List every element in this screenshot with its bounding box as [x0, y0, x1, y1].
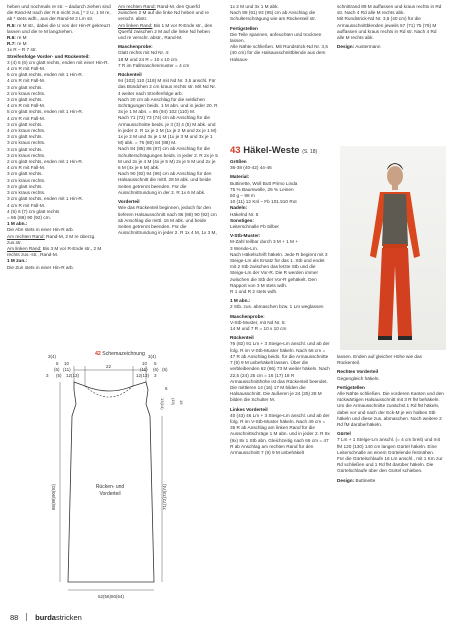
section-heading: Größen — [230, 159, 247, 164]
section-heading: Fertigstellen — [230, 25, 258, 31]
section-heading: 1 M zun.: — [7, 258, 28, 264]
piece-label: Rücken- und — [95, 484, 125, 490]
dim-label: 5 — [56, 361, 59, 366]
column-3-bottom — [230, 159, 330, 456]
section-heading: Rechtes Vorderteil — [337, 369, 379, 375]
dim-label: (15) — [171, 398, 176, 406]
section-heading: Streifenfolge Vorder- und Rückenteil: — [7, 53, 90, 59]
dim-label: 3 — [154, 373, 157, 378]
dim-label: (5) — [162, 367, 168, 372]
column-2 — [118, 4, 218, 236]
section-heading: Material: — [230, 174, 250, 180]
text-block: Leiterschnalle Fb Silber — [230, 224, 279, 230]
text-block: 3 (4) 5 (6) cm glatt rechts, enden mit einer Hin-R. 4 cm R mit Fall-M. 5 cm glatt rechts, enden mit 1 Hin-R. 4 cm R mit Fall-M. 3 cm glatt rechts. 2 cm kraus rechts. 3 cm glatt rechts. 4 cm R mit Fall-M. 5 cm glatt rechts, enden mit 1 Hin-R. 4 cm R mit Fall-M. 3 cm glatt rechts. 4 cm kraus rechts. 3 cm glatt rechts. 3 cm kraus rechts. 3 cm glatt rechts. 3 cm kraus rechts. 2 cm glatt rechts, enden mit 1 Hin-R. 4 cm R mit Fall-M. 3 cm glatt rechts. 3 cm kraus rechts. 3 cm glatt rechts. 3 cm kraus rechts. 3 cm glatt rechts, enden mit 1 Hin-R. 4 cm R mit Fall-M. 4 (5) 6 (7) cm glatt rechts = 86 (88) 90 (92) cm. — [7, 59, 109, 220]
subheading: Am linken Rand: — [118, 22, 153, 28]
row-label: R.6: — [7, 35, 16, 41]
text-block: Die Teile spannen, anfeuchten und trocknen lassen. Alle Nähte schließen. Mit Rundstrick-Nd Nr. 3,5 (40 cm) für die Halsausschnittblende aus dem Halsaus- — [230, 31, 328, 62]
schematic-number: 42 — [95, 351, 101, 357]
subheading: Am rechten Rand: — [7, 233, 45, 239]
section-heading: Sonstiges: — [230, 217, 254, 223]
dim-label: 3(4) — [48, 354, 57, 359]
text-block: Bis 3 M vor R-Ende str., 2 M rechts zus.-str., Rand-M. — [7, 245, 102, 258]
pattern-name: Häkel-Weste — [243, 145, 300, 156]
schematic-title — [95, 351, 145, 357]
text-block: re M str., dabei die U von der Hin-R gekreuzt lassen und die re M langziehen. — [7, 22, 110, 34]
model-photo-illustration — [340, 146, 446, 350]
dim-label: (5) — [56, 373, 62, 378]
text-block: M-Zahl teilbar durch 3 M + 1 M + 3 Wende-Lm. Nach Häkelschrift häkeln. Jede R beginnt mit 3 Steige-Lm als Ersatz für das 1. Stb und endet mit 2 Stb zwischen das letzte Stb und die Steige-Lm der Vor-R. Die R werden immer zwischen die Stb der Vor-R gehäkelt. Den Rapport von 3 M stets wdh. R 1 und R 2 stets wdh. — [230, 239, 328, 295]
text-block: 40 (43) 46 Lm + 3 Steige-Lm anschl. und ab der folg. R im V-Stb-Muster häkeln. Nach 49 cm = 35 R ab Anschlag am linken Rand für die Ausschnittschräge 1 M abn. und in jeder 2. R 8x (9x) 8x 1 Stb abn. Gleichzeitig nach 66 cm = 47 R ab Anschlag am rechten Rand für den Armausschnitt 7 (9) 9 M unbehäkelt — [230, 412, 330, 455]
text-block: V-Stb-Muster, mit Nd Nr. 5: 14 M und 7 R = 10 x 10 cm — [230, 319, 287, 332]
dim-label-bottom: 52(56)60(64) — [97, 594, 125, 599]
dim-label-left: 86(88)90(92) — [51, 483, 56, 510]
design-label: Design: — [337, 477, 355, 483]
text-block: Wie das Rückenteil beginnen, jedoch für den tieferen Halsausschnitt nach 86 (88) 90 (92) cm ab Anschlag die mittl. 16 M abk. und beide Seiten getrennt beenden. Für die Ausschnittrundung in jeder 2. R 1x 4 M, 1x 3 M, — [118, 205, 217, 236]
dim-label: 12(13) — [66, 373, 80, 378]
schematic-label: Schemazeichnung — [102, 351, 145, 357]
model-photo — [340, 146, 446, 350]
dim-label: 3 — [46, 373, 49, 378]
dim-label-right: 71(72)73(74) — [162, 483, 167, 510]
text-block: Rand-M, 2 M re überzg. zus.str. — [7, 233, 96, 245]
subheading: Am rechten Rand: — [118, 4, 156, 9]
brand-sub: stricken — [55, 613, 82, 622]
row-label: R.7: — [7, 41, 16, 47]
subheading: Am linken Rand: — [7, 245, 42, 251]
section-heading: Rückenteil — [230, 335, 254, 341]
design-label: Design: — [337, 44, 355, 50]
footer-divider — [26, 613, 27, 621]
column-4-top — [337, 4, 445, 50]
pattern-page-ref: (S. 18) — [302, 149, 318, 155]
text-block: Bis 1 M vor R-Ende str., den Querfd zwischen 2 M auf die linke Nd heben und re verschr. abstr., Rand-M. — [118, 22, 213, 41]
text-block: re M — [15, 35, 27, 41]
text-block: 1x R – R 7 str. — [7, 47, 37, 53]
text-block: Die Zun stets in einer Hin-R arb. — [7, 264, 74, 270]
dim-label: 16 — [179, 400, 184, 405]
text-block: heben und nochmals re str. – dadurch ziehen sind die Rand-M nach der R.6 nicht zus.] * 2 U, 1 M re, ab * stets wdh., aus der Rand-M 2 Lm str. — [7, 4, 111, 22]
piece-label: Vorderteil — [99, 491, 121, 497]
text-block: 76 (82) 91 Lm + 3 Steige-Lm anschl. und ab der folg. R im V-Stb-Muster häkeln. Nach 66 cm = 47 R ab Anschlag beids. für die Armausschnitte 7 (9) 9 M unbehäkelt lassen. Über die verbleibenden 62 (66) 73 M weiter häkeln. Nach 22,5 (24) 25 cm = 16 (17) 18 R Armausschnitthöhe ist das Rückenteil beendet. Die mittleren 14 (16) 17 M bilden die Halsausschnitt. Die äußeren je 24 (25) 28 M bilden die Schulter M. — [230, 341, 330, 403]
section-heading: Vorderteil — [118, 199, 140, 205]
text-block: Alle Nähte schließen. Die vorderen Kanten und den rückwärtigen Halsausschnitt mit 3 R fM behäkeln. Um die Armausschnitte zunächst 1 Rd fM häkeln, dabei vor und nach der Eck-M je ein halbes Stb häkeln und diese zus. abmaschen. Noch weitere 2 Rd fM darüberhäkeln. — [337, 391, 444, 428]
design-credit: Austermann — [354, 44, 381, 50]
dim-label-center: 22 — [106, 364, 112, 369]
section-heading: Fertigstellen — [337, 384, 365, 390]
text-block: 7 Lm + 1 Steige-Lm anschl. (= 4 cm breit) und mit fM 120 (130) 140 cm langen Gürtel häkeln. Eine Leiterschnalle an einem Gürtelende festnähen. Für die Gürtelschlaufe 16 Lm anschl., mit 1 Km zur Rd schließen und 1 Rd fM darüber häkeln. Die Gürtelschlaufe über den Gürtel schieben. — [337, 437, 443, 474]
dim-label: 10 — [142, 361, 148, 366]
section-heading: Gürtel — [337, 431, 351, 437]
page-number: 88 — [10, 613, 19, 622]
dim-label: (6) — [54, 367, 60, 372]
pattern-title — [230, 145, 338, 156]
text-block: schnittrand 89 M auffassen und kraus rechts in Rd str. Nach 4 Rd alle M rechts abk. Mit Rundstrick-Nd Nr. 3,5 (40 cm) für die Armausschnittblenden jeweils 67 (71) 75 (79) M auffassen und kraus rechts in Rd str. Nach 4 Rd alle M rechts abk. — [337, 4, 442, 41]
column-3-top — [230, 4, 330, 63]
section-heading: 1 M abn.: — [230, 298, 251, 304]
dim-label: (11) — [63, 367, 71, 372]
text-block: 94 (102) 110 (118) M mit Nd Nr. 3,5 anschl. Für das Bündchen 2 cm kraus rechts str. Mit Nd Nr. 4 weiter nach Streifenfolge arb. Nach 20 cm ab Anschlag für die seitlichen Schrägungen beids. 1 M abn. und in jeder 20. R 3x je 1 M abn. = 86 (94) 102 (110) M. Nach 71 (72) 73 (74) cm ab Anschlag für die Armausschnitte beids. je 3 (3) 4 (5) M abk. und in jeder 2. R 1x je 2 M (1x je 2 M und 2x je 1 M) 1x je 2 M und 3x je 1 M (1x je 3 M und 3x je 1 M) abk. = 76 (80) 84 (88) M. Nach 84 (85) 86 (87) cm ab Anschlag für die Schulterschrägungen beids. in jeder 2. R 2x je 5 M und 2x je 4 M (4x je 5 M) 2x je 5 M und 2x je 6 M (4x je 6 M) abk. Nach 90 (92) 94 (96) cm ab Anschlag für den Halsausschnitt die mittl. 28 M abk. und beide Seiten getrennt beenden. Für die Ausschnittrundung in der 2. R 1x 6 M abk. — [118, 78, 218, 195]
page-footer — [10, 613, 82, 622]
section-heading: 1 M abn.: — [7, 221, 28, 227]
garment-outline — [68, 382, 154, 582]
dim-label: (11) — [140, 367, 148, 372]
dim-label: 12(13) — [136, 373, 150, 378]
text-block: 2 Stb. zus. abmaschen bzw. 1 Lm weglassen — [230, 304, 324, 310]
text-block: 1x 2 M und 3x 1 M abk. Nach 89 (91) 93 (95) cm ab Anschlag die Schulterschrägung wie am Rückenteil str. — [230, 4, 316, 22]
dim-label: 5 — [154, 361, 157, 366]
column-1 — [7, 4, 111, 271]
dim-label: (6) — [153, 367, 159, 372]
section-heading: Maschenprobe: — [230, 313, 265, 319]
section-heading: Nadeln: — [230, 205, 248, 211]
section-heading: Maschenprobe: — [118, 44, 153, 50]
text-block: Rand-M, den Querfd zwischen 2 M auf die linke Nd heben und re verschr. abstr. — [118, 4, 209, 22]
section-heading: Rückenteil — [118, 72, 142, 78]
text-block: re M — [15, 41, 27, 47]
text-block: Die Abn stets in einer Hin-R arb. — [7, 227, 74, 233]
text-block: 36-38 (40-42) 44-46 — [230, 165, 272, 171]
neckline-front — [85, 386, 133, 397]
section-heading: V-Stb-Muster: — [230, 233, 261, 239]
dim-label: 10 — [64, 361, 70, 366]
text-block: lassen. Enden auf gleicher Höhe wie das Rückenteil. — [337, 354, 422, 366]
design-credit: Buttinette — [354, 477, 376, 483]
pattern-number: 43 — [230, 145, 241, 156]
brand-name: burda — [35, 613, 56, 622]
dim-label: 3(4) — [148, 354, 157, 359]
dim-label: 13(14) — [160, 398, 165, 410]
text-block: Gegengleich häkeln. — [337, 375, 380, 381]
dim-label: 6 — [165, 386, 168, 391]
text-block: Häkelnd Nr. 5 — [230, 211, 259, 217]
section-heading: Linkes Vorderteil — [230, 406, 268, 412]
row-label: R.5: — [7, 22, 16, 28]
column-4-bottom — [337, 354, 445, 484]
text-block: Buttinette, Woll Butt Primo Linda 75 % Baumwolle, 25 % Leinen 50 g – 98 m 10 (11) 12 Knl – Fb 101.510 Rot — [230, 180, 298, 205]
text-block: Glatt rechts mit Nd Nr. 4: 18 M und 24 R = 10 x 10 cm. 7 R im Fallmaschenmuster = 4 cm — [118, 50, 190, 68]
